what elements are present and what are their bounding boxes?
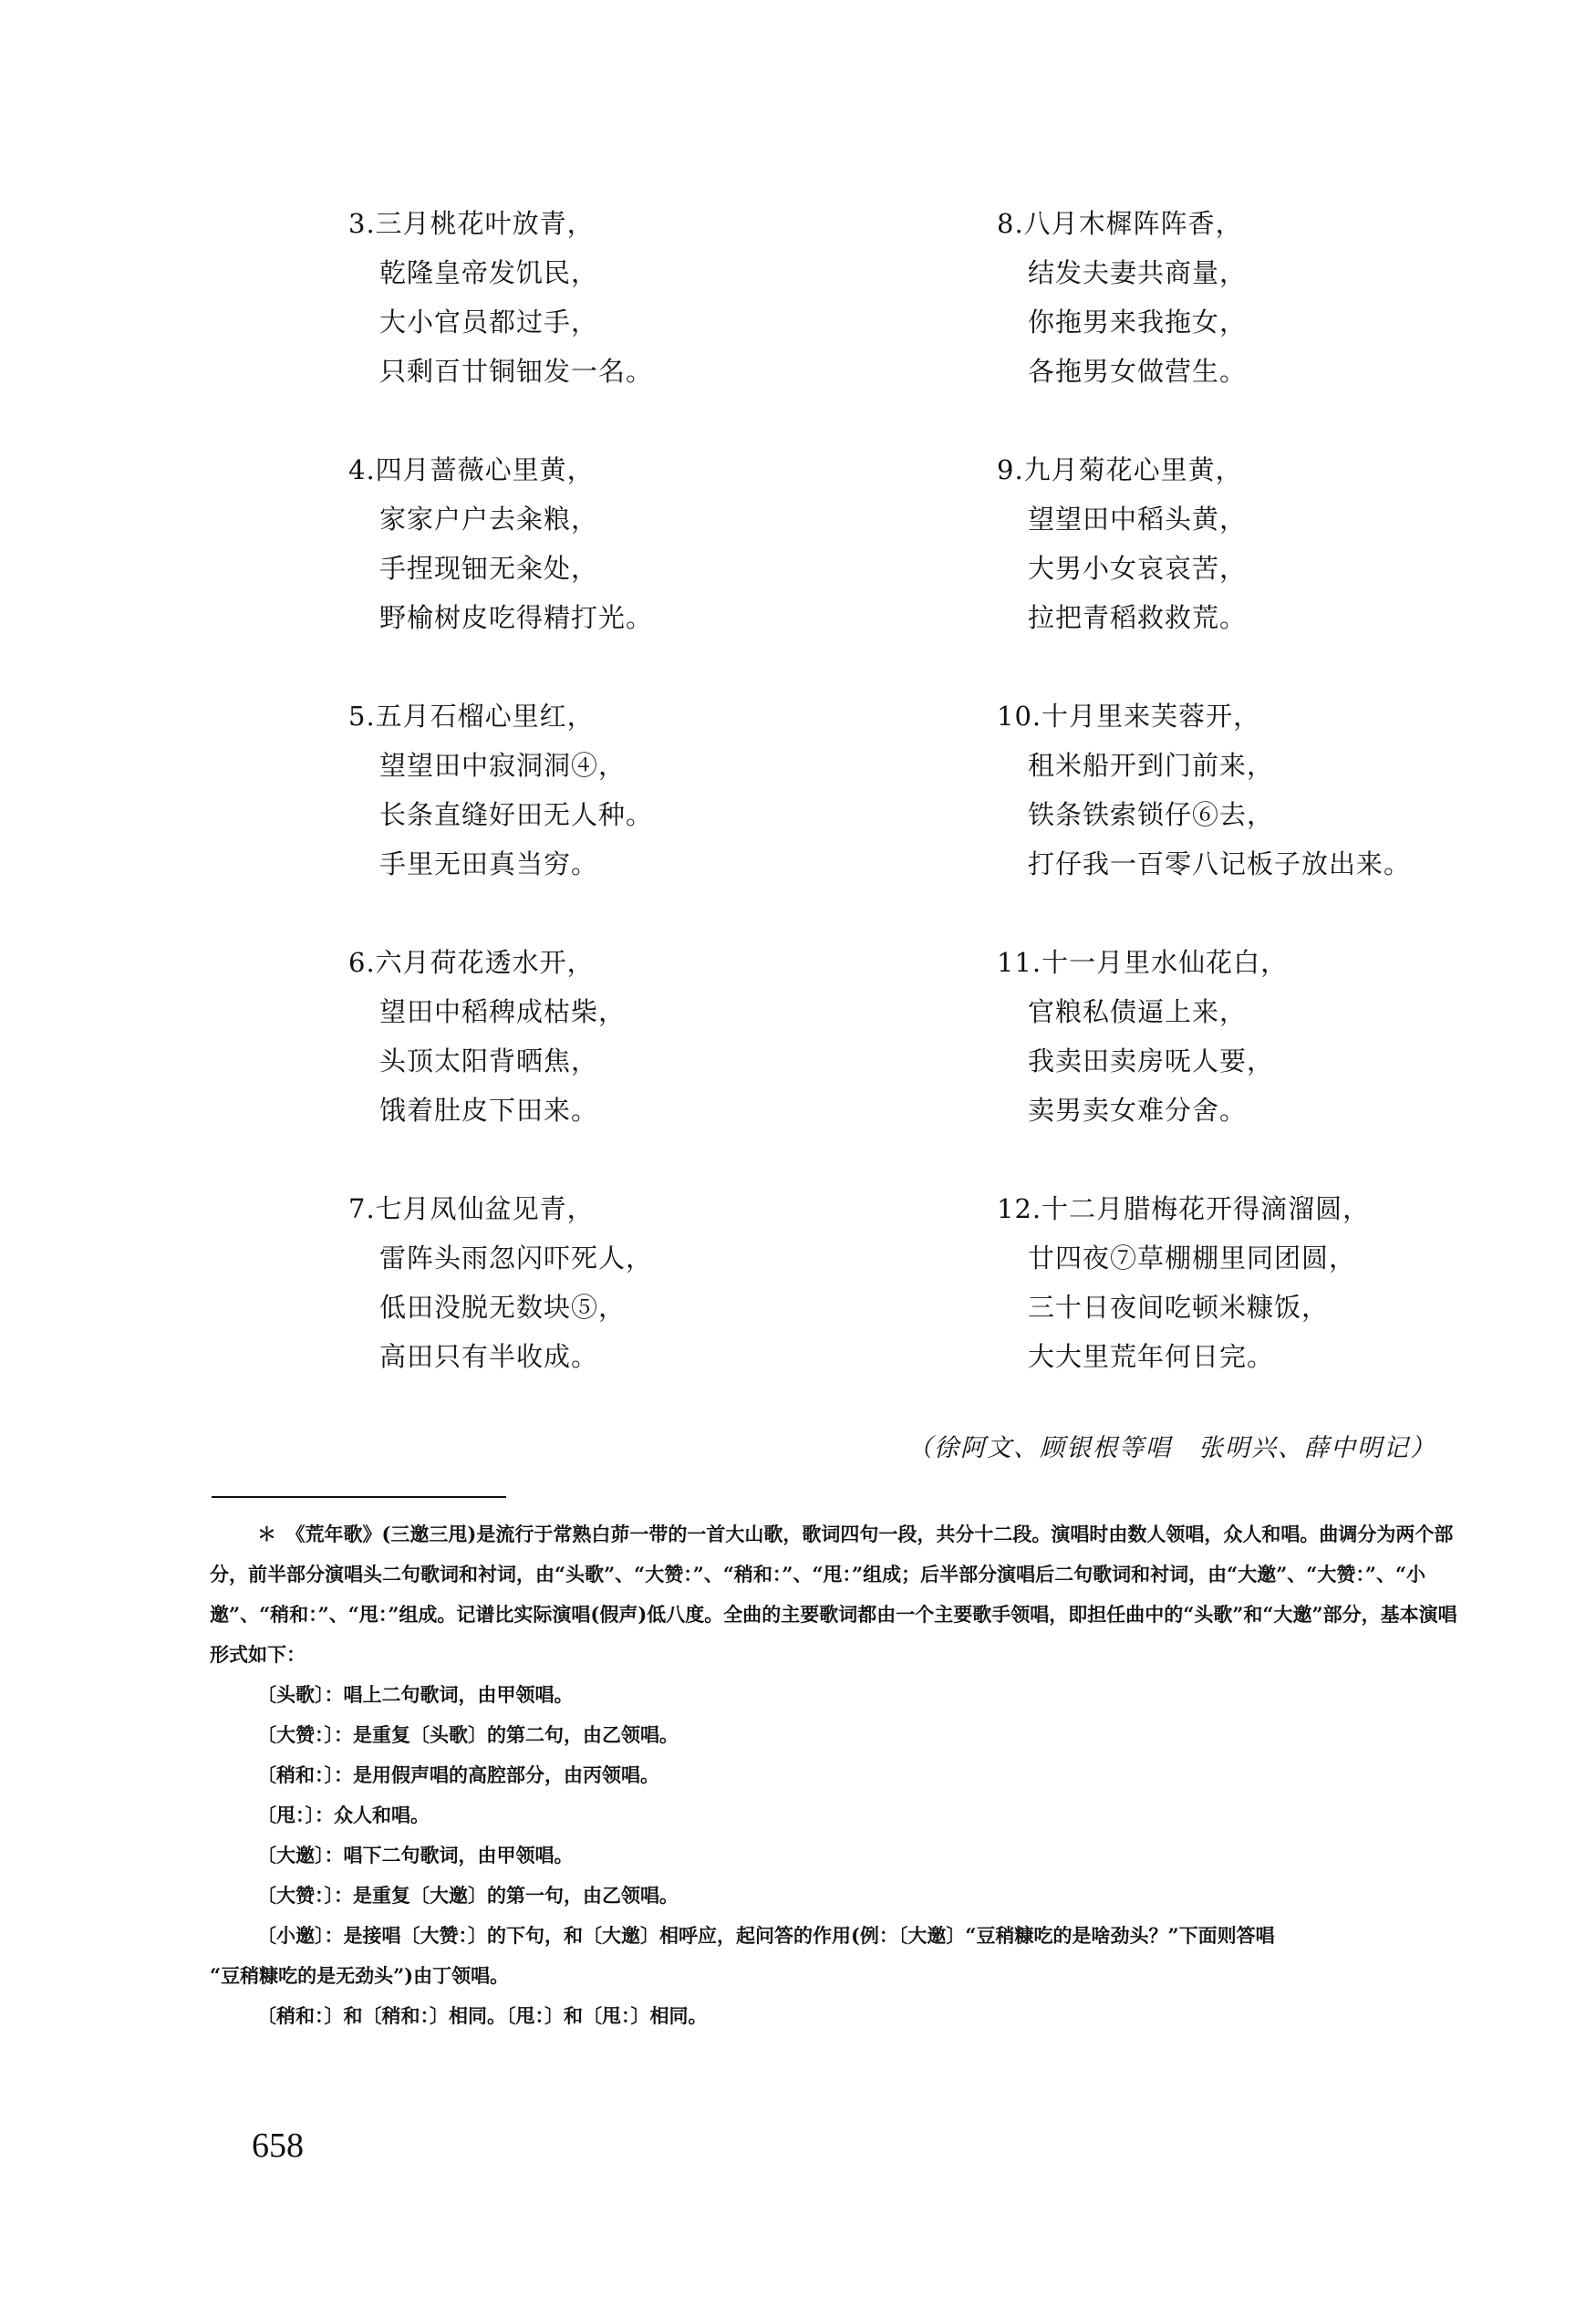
stanza-line: 你拖男来我拖女， (1028, 307, 1248, 338)
stanza-line: 大小官员都过手， (379, 307, 599, 338)
stanza-line: 9.九月菊花心里黄， (997, 454, 1243, 485)
stanza-line: 望田中稻稗成枯柴， (379, 996, 627, 1027)
stanza-line: 大大里荒年何日完。 (1028, 1341, 1275, 1372)
stanza-line: 只剩百廿铜钿发一名。 (379, 356, 654, 387)
song-column-left (348, 199, 653, 1430)
stanza-line: 头顶太阳背晒焦， (379, 1045, 599, 1076)
stanza-11 (997, 938, 1411, 1184)
stanza-line: 12.十二月腊梅花开得滴溜圆， (997, 1193, 1371, 1224)
stanza-line: 5.五月石榴心里红， (348, 701, 595, 732)
footnote-item: 〔稍和：〕：是用假声唱的高腔部分，由丙领唱。 (257, 1763, 659, 1786)
stanza-9 (997, 445, 1411, 691)
page-number: 658 (252, 2126, 304, 2165)
stanza-line: 雷阵头雨忽闪吓死人， (379, 1243, 654, 1274)
stanza-line: 家家户户去籴粮， (379, 504, 599, 535)
stanza-line: 3.三月桃花叶放青， (348, 208, 595, 239)
stanza-10 (997, 691, 1411, 938)
stanza-line: 高田只有半收成。 (379, 1341, 599, 1372)
performer-credit: （徐阿文、顾银根等唱 张明兴、薛中明记） (907, 1434, 1436, 1462)
stanza-12 (997, 1184, 1411, 1430)
stanza-line: 乾隆皇帝发饥民， (379, 257, 599, 288)
stanza-4 (348, 445, 653, 691)
stanza-line: 三十日夜间吃顿米糠饭， (1028, 1292, 1330, 1323)
stanza-line: 8.八月木樨阵阵香， (997, 208, 1243, 239)
stanza-line: 卖男卖女难分舍。 (1028, 1095, 1248, 1126)
footnote-intro: ＊ 《荒年歌》(三邀三甩)是流行于常熟白茆一带的一首大山歌，歌词四句一段，共分十二段。演唱时由数人领唱，众人和唱。曲调分为两个部分，前半部分演唱头二句歌词和衬词，由“头歌”、“大赞：”、“稍和：”、“甩：”组成；后半部分演唱后二句歌词和衬词，由“大邀”、“大赞：”、“小邀”、“稍和：”、“甩：”组成。记谱比实际演唱(假声)低八度。全曲的主要歌词都由一个主要歌手领唱，即担任曲中的“头歌”和“大邀”部分，基本演唱形式如下： (210, 1523, 1457, 1666)
footnote-item: 〔大赞：〕：是重复〔头歌〕的第二句，由乙领唱。 (257, 1723, 679, 1746)
footnote-item: 〔大邀〕：唱下二句歌词，由甲领唱。 (257, 1844, 574, 1866)
stanza-line: 打仔我一百零八记板子放出来。 (1028, 848, 1412, 879)
footnotes (210, 1514, 1461, 2036)
footnote-item-continuation: “豆稍糠吃的是无劲头”)由丁领唱。 (210, 1964, 510, 1987)
stanza-line: 望望田中寂洞洞④， (379, 750, 627, 781)
stanza-line: 手捏现钿无籴处， (379, 553, 599, 584)
footnote-divider (212, 1496, 506, 1498)
stanza-line: 各拖男女做营生。 (1028, 356, 1248, 387)
stanza-6 (348, 938, 653, 1184)
stanza-line: 拉把青稻救救荒。 (1028, 602, 1248, 633)
stanza-line: 7.七月凤仙盆见青， (348, 1193, 595, 1224)
stanza-line: 廿四夜⑦草棚棚里同团圆， (1028, 1243, 1357, 1274)
stanza-line: 10.十月里来芙蓉开， (997, 701, 1261, 732)
stanza-line: 饿着肚皮下田来。 (379, 1095, 599, 1126)
stanza-line: 我卖田卖房呒人要， (1028, 1045, 1275, 1076)
stanza-3 (348, 199, 653, 445)
footnote-item: 〔头歌〕：唱上二句歌词，由甲领唱。 (257, 1683, 574, 1706)
footnote-item: 〔稍和：〕和〔稍和：〕相同。〔甩：〕和〔甩：〕相同。 (257, 2004, 708, 2027)
stanza-line: 野榆树皮吃得精打光。 (379, 602, 654, 633)
stanza-line: 长条直缝好田无人种。 (379, 799, 654, 830)
stanza-line: 6.六月荷花透水开， (348, 947, 595, 978)
stanza-line: 11.十一月里水仙花白， (997, 947, 1289, 978)
footnote-item: 〔大赞：〕：是重复〔大邀〕的第一句，由乙领唱。 (257, 1884, 679, 1907)
song-column-right (997, 199, 1411, 1430)
stanza-line: 低田没脱无数块⑤， (379, 1292, 627, 1323)
stanza-7 (348, 1184, 653, 1430)
stanza-line: 官粮私债逼上来， (1028, 996, 1248, 1027)
stanza-line: 4.四月蔷薇心里黄， (348, 454, 595, 485)
stanza-line: 铁条铁索锁仔⑥去， (1028, 799, 1275, 830)
stanza-line: 租米船开到门前来， (1028, 750, 1275, 781)
footnote-item: 〔小邀〕：是接唱〔大赞：〕的下句，和〔大邀〕相呼应，起问答的作用(例：〔大邀〕“豆稍糠吃的是啥劲头？”下面则答唱 (257, 1924, 1275, 1947)
stanza-line: 结发夫妻共商量， (1028, 257, 1248, 288)
stanza-line: 大男小女哀哀苦， (1028, 553, 1248, 584)
footnote-item: 〔甩：〕：众人和唱。 (257, 1804, 430, 1826)
stanza-8 (997, 199, 1411, 445)
stanza-5 (348, 691, 653, 938)
stanza-line: 手里无田真当穷。 (379, 848, 599, 879)
stanza-line: 望望田中稻头黄， (1028, 504, 1248, 535)
